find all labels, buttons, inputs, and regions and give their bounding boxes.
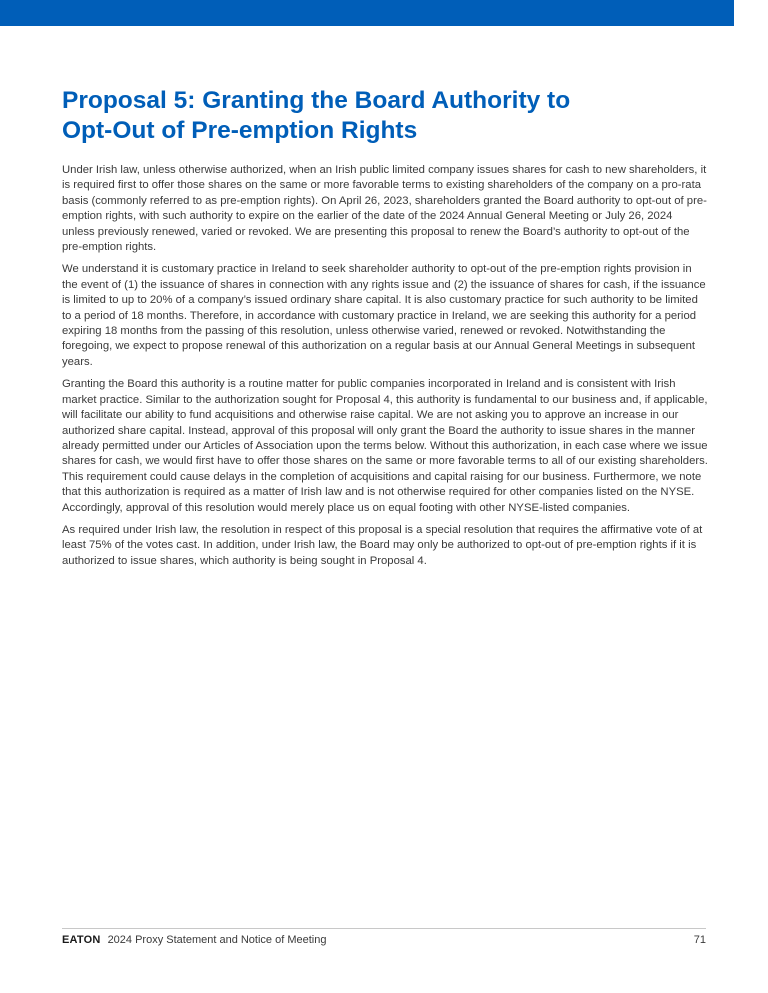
paragraph: We understand it is customary practice in Ireland to seek shareholder authority to opt-out of the pre-emption rights provision in the event of (1) the issuance of shares in connection with any rights issue and (2) the issuance of shares for cash, if the issuance is limited to up to 20% of a company’s issued ordinary share capital. It is also customary practice for such authority to be limited to a period of 18 months. Therefore, in accordance with customary practice in Ireland, we are seeking this authority for a period expiring 18 months from the passing of this resolution, unless otherwise varied, renewed or revoked. Notwithstanding the foregoing, we expect to propose renewal of this authorization on a regular basis at our Annual General Meetings in subsequent years. bbox=[62, 263, 706, 368]
paragraph: As required under Irish law, the resolution in respect of this proposal is a special resolution that requires the affirmative vote of at least 75% of the votes cast. In addition, under Irish law, the Board may only be authorized to opt-out of pre-emption rights if it is authorized to issue shares, which authority is being sought in Proposal 4. bbox=[62, 523, 703, 567]
footer-brand-logo: EATON bbox=[62, 934, 101, 946]
page-footer bbox=[62, 933, 706, 949]
page-title-line-1: Proposal 5: Granting the Board Authority to bbox=[62, 87, 571, 114]
body-text bbox=[62, 163, 708, 576]
paragraph: Granting the Board this authority is a routine matter for public companies incorporated in Ireland and is consistent with Irish market practice. Similar to the authorization sought for Proposal 4, this authority is fundamental to our business and, if applicable, will facilitate our ability to fund acquisitions and otherwise raise capital. We are not asking you to approve an increase in our authorized share capital. Instead, approval of this proposal will only grant the Board the authority to issue shares in the manner already permitted under our Articles of Association upon the terms below. Without this authorization, in each case where we issue shares for cash, we would first have to offer those shares on the same or more favorable terms to all of our existing shareholders. This requirement could cause delays in the completion of acquisitions and capital raising for our business. Furthermore, we note that this authorization is required as a matter of Irish law and is not otherwise required for other companies listed on the NYSE. Accordingly, approval of this resolution would merely place us on equal footing with other NYSE-listed companies. bbox=[62, 378, 708, 514]
header-bar bbox=[0, 0, 734, 26]
footer-document-title: 2024 Proxy Statement and Notice of Meeting bbox=[107, 934, 327, 946]
page-number: 71 bbox=[693, 934, 706, 946]
paragraph: Under Irish law, unless otherwise authorized, when an Irish public limited company issues shares for cash to new shareholders, it is required first to offer those shares on the same or more favorable terms to existing shareholders of the company on a pro-rata basis (commonly referred to as pre-emption rights). On April 26, 2023, shareholders granted the Board authority to opt-out of pre-emption rights, with such authority to expire on the earlier of the date of the 2024 Annual General Meeting or July 26, 2024 unless previously renewed, varied or revoked. We are presenting this proposal to renew the Board’s authority to opt-out of the pre-emption rights. bbox=[62, 164, 707, 254]
page-title-line-2: Opt-Out of Pre-emption Rights bbox=[62, 117, 418, 144]
page-title bbox=[62, 86, 702, 146]
footer-divider bbox=[62, 928, 706, 929]
